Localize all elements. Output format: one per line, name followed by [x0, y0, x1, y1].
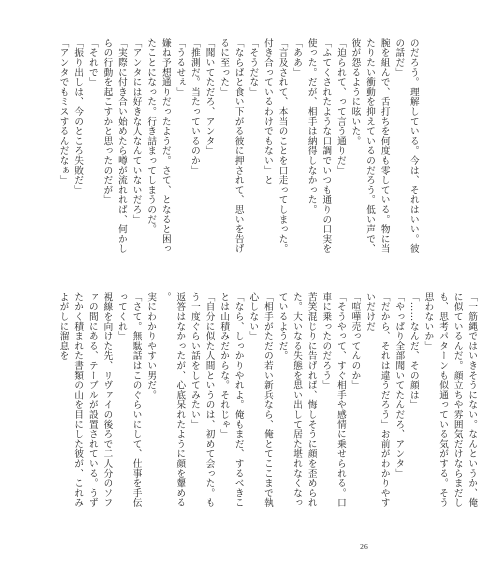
vertical-text-top	[55, 38, 420, 256]
text-line: 「だから、それは違うだろう」お前がわかりやすいだけだ	[364, 292, 390, 508]
text-line: のだろう。理解している。今は、それはいい。彼の話だ」	[393, 38, 419, 254]
text-line: 苦笑混じりに告げれば、悔しそうに顔を歪められた。大いなる失態を思い出して居た堪れなくなっているようだ。	[276, 292, 317, 508]
text-line: 「そうだな」	[247, 38, 259, 97]
text-line: 「推測だ。当たっているのか」	[188, 38, 200, 176]
vertical-text-bottom	[55, 292, 478, 510]
text-line: 実にわかりやすい男だ。	[145, 292, 157, 400]
text-line: 返答はなかったが、心底呆れたように顔を顰める。	[159, 292, 186, 508]
text-line: 「ふてくされたような口調でいつも通りの口実を使った。だが、相手は納得しなかった。	[305, 38, 332, 254]
text-line: 「……なんだ、その顔は」	[407, 292, 419, 410]
text-line: 「迫られて、って言う通りだ」	[334, 38, 346, 176]
text-line: 腕を組んで、舌打ちを何度も零している。物に当たりたい衝動を抑えているのだろう。低い声で、彼が怨るように呟いた。	[349, 38, 390, 254]
text-line: 「ああ」	[291, 38, 303, 78]
text-line: 「喧嘩売ってんのか」	[349, 292, 361, 390]
text-line: 「実際に付き合い始めたら噂が流れれば、何かしらの行動を起こすかと思ったのだが」	[101, 38, 127, 254]
text-line: 「うるせぇ」	[174, 38, 186, 97]
page-number: 26	[360, 542, 368, 551]
text-line: 「相手がただの若い新兵なら、俺とてここまで執心しない」	[247, 292, 273, 508]
text-block-bottom	[55, 292, 478, 510]
text-line: 「自分に似た人間というのは、初めて会った。もう一度ぐらい話をしてみたい」	[188, 292, 215, 508]
text-line: 「振り出しは、今のところ失敗だ」	[72, 38, 84, 195]
text-line: 「さて。無駄話はこのぐらいにして、仕事を手伝ってくれ」	[115, 292, 142, 508]
text-line: 嫌ね予想通りだったようだ。さて、となると困ったことになった。行き詰まってしまうのだ。	[145, 38, 171, 254]
text-line: 視線を向けた先、リヴァイの後ろで二人分のソファの間にある、テーブルが設置されている。うずたかく積まれた書類の山を目にした彼が、これみよがしに溜息を	[57, 292, 113, 508]
text-line: 「言及されて、本当のことを口走ってしまった。付き合っているわけでもない」と	[261, 38, 288, 254]
text-line: 「ならばと食い下がる彼に押されて、思いを告げるに至った」	[218, 38, 244, 254]
text-line: 「一筋縄ではいきそうにない。なんというか、俺に似ているんだ。顔立ちや雰囲気だけならまだしも、思考パターンも似通っている気がする。そう思わないか」	[422, 292, 478, 508]
text-line: 「アンタには好きな人なんていないだろ」	[130, 38, 142, 225]
text-line: 「それで」	[86, 38, 98, 87]
text-line: 「聞いてただろ、アンタ」	[203, 38, 215, 156]
text-block-top	[55, 38, 419, 256]
text-line: 「なら、しっかりやれよ。俺もまだ、するべきことは山積みだからな。それじゃ」	[218, 292, 244, 508]
text-line: 「そうやって、すぐ相手や感情に乗せられる。口車に乗ったのだろう」	[320, 292, 346, 508]
text-line: 「やっぱり全部聞いてたんだろ、アンタ」	[393, 292, 405, 479]
text-line: 「アンタでもミスするんだなぁ」	[57, 38, 69, 185]
